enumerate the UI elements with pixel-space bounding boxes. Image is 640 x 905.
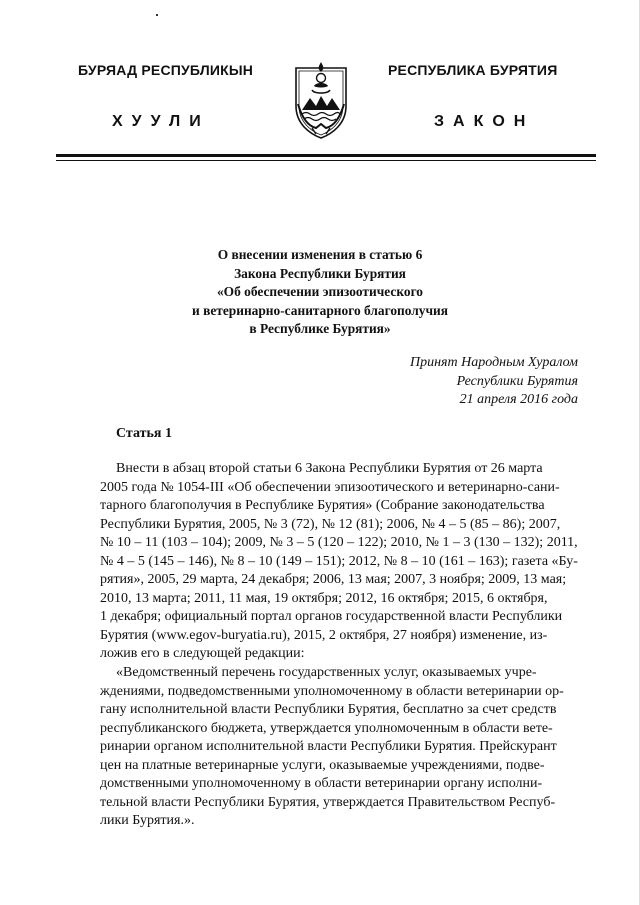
paragraph-line: ложив его в следующей редакции: — [100, 646, 305, 662]
paragraph-line: Бурятия (www.egov-buryatia.ru), 2015, 2 октября, 27 ноября) изменение, из- — [100, 627, 548, 643]
header-rule-thick — [56, 154, 596, 157]
law-title-line: и ветеринарно-санитарного благополучия — [192, 302, 448, 318]
paragraph-line: республиканского бюджета, утверждается уполномоченным в области вете- — [100, 720, 553, 736]
paragraph-line: Внести в абзац второй статьи 6 Закона Республики Бурятия от 26 марта — [116, 461, 543, 476]
paragraph-line: 2005 года № 1054-III «Об обеспечении эпизоотического и ветеринарно-сани- — [100, 479, 560, 495]
paragraph-line: лики Бурятия.». — [100, 813, 195, 829]
law-title-line: «Об обеспечении эпизоотического — [216, 284, 424, 300]
paragraph-line: ринарии органом исполнительной власти Республики Бурятия. Прейскурант — [100, 739, 557, 755]
coat-of-arms-icon — [292, 58, 350, 140]
scan-speck — [156, 14, 158, 16]
paragraph-line: Республики Бурятия, 2005, № 3 (72), № 12 (81); 2006, № 4 – 5 (85 – 86); 2007, — [100, 516, 561, 532]
law-title-line: Закона Республики Бурятия — [234, 265, 406, 281]
adoption-line: Республики Бурятия — [456, 373, 578, 389]
paragraph-line: рятия», 2005, 29 марта, 24 декабря; 2006, 13 мая; 2007, 3 ноября; 2009, 13 мая; — [100, 572, 567, 588]
paragraph-line: «Ведомственный перечень государственных услуг, оказываемых учре- — [116, 665, 537, 681]
header-right-title: РЕСПУБЛИКА БУРЯТИЯ — [388, 62, 558, 78]
header-left-subtitle: ХУУЛИ — [112, 113, 210, 130]
law-title-line: О внесении изменения в статью 6 — [217, 247, 423, 262]
law-title-line: в Республике Бурятия» — [249, 321, 391, 337]
adoption-line: 21 апреля 2016 года — [459, 392, 578, 408]
paragraph-line: № 10 – 11 (103 – 104); 2009, № 3 – 5 (120 – 122); 2010, № 1 – 3 (130 – 132); 2011, — [100, 535, 578, 551]
header-left-title: БУРЯАД РЕСПУБЛИКЫН — [78, 62, 254, 78]
article-body — [100, 460, 580, 831]
paragraph-line: 1 декабря; официальный портал органов государственной власти Республики — [100, 609, 563, 625]
adoption-line: Принят Народным Хуралом — [409, 355, 578, 370]
paragraph-line: тельной власти Республики Бурятия, утверждается Правительством Респуб- — [100, 794, 556, 810]
paragraph-line: 2010, 13 марта; 2011, 11 мая, 19 октября; 2012, 16 октября; 2015, 6 октября, — [100, 590, 548, 606]
paragraph-line: цен на платные ветеринарные услуги, оказываемые учреждениями, подве- — [100, 757, 545, 773]
paragraph-line: № 4 – 5 (145 – 146), № 8 – 10 (149 – 151); 2012, № 8 – 10 (161 – 163); газета «Бу- — [100, 553, 578, 569]
adoption-note — [410, 354, 578, 410]
paragraph-line: ждениями, подведомственными уполномоченному в области ветеринарии ор- — [100, 683, 564, 699]
paragraph-line: гану исполнительной власти Республики Бурятия, бесплатно за счет средств — [100, 702, 557, 718]
article-heading: Статья 1 — [116, 426, 172, 441]
paragraph-line: тарного благополучия в Республике Бурятия» (Собрание законодательства — [100, 498, 545, 514]
paragraph-line: домственными уполномоченному в области ветеринарии органу исполни- — [100, 776, 543, 792]
header-right-subtitle: ЗАКОН — [434, 113, 535, 130]
law-title — [150, 246, 490, 339]
header-rule-thin — [56, 160, 596, 161]
